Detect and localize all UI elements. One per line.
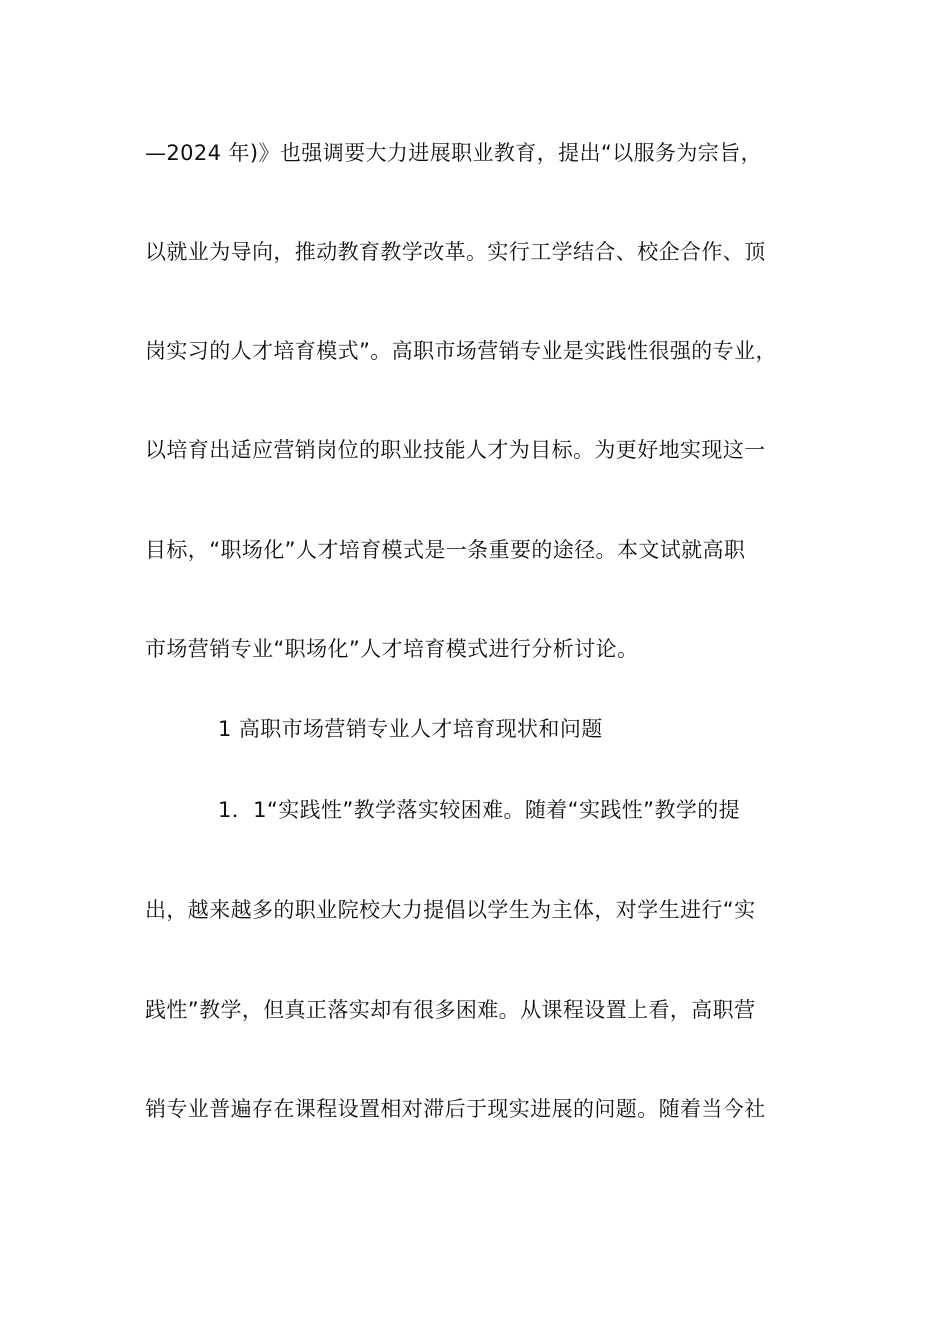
subsection-line: 出，越来越多的职业院校大力提倡以学生为主体，对学生进行“实 — [145, 898, 756, 922]
paragraph-line: —2024 年)》也强调要大力进展职业教育，提出“以服务为宗旨， — [145, 141, 762, 165]
paragraph-line: 市场营销专业“职场化”人才培育模式进行分析讨论。 — [145, 637, 639, 661]
section-heading: 1 高职市场营销专业人才培育现状和问题 — [218, 717, 603, 741]
paragraph-line: 以培育出适应营销岗位的职业技能人才为目标。为更好地实现这一 — [145, 438, 766, 462]
paragraph-line: 以就业为导向，推动教育教学改革。实行工学结合、校企合作、顶 — [145, 240, 766, 264]
paragraph-line: 目标，“职场化”人才培育模式是一条重要的途径。本文试就高职 — [145, 538, 746, 562]
paragraph-line: 岗实习的人才培育模式”。高职市场营销专业是实践性很强的专业， — [145, 339, 777, 363]
subsection-line: 1．1“实践性”教学落实较困难。随着“实践性”教学的提 — [218, 798, 741, 822]
subsection-line: 践性”教学，但真正落实却有很多困难。从课程设置上看，高职营 — [145, 998, 756, 1022]
subsection-line: 销专业普遍存在课程设置相对滞后于现实进展的问题。随着当今社 — [145, 1097, 766, 1121]
